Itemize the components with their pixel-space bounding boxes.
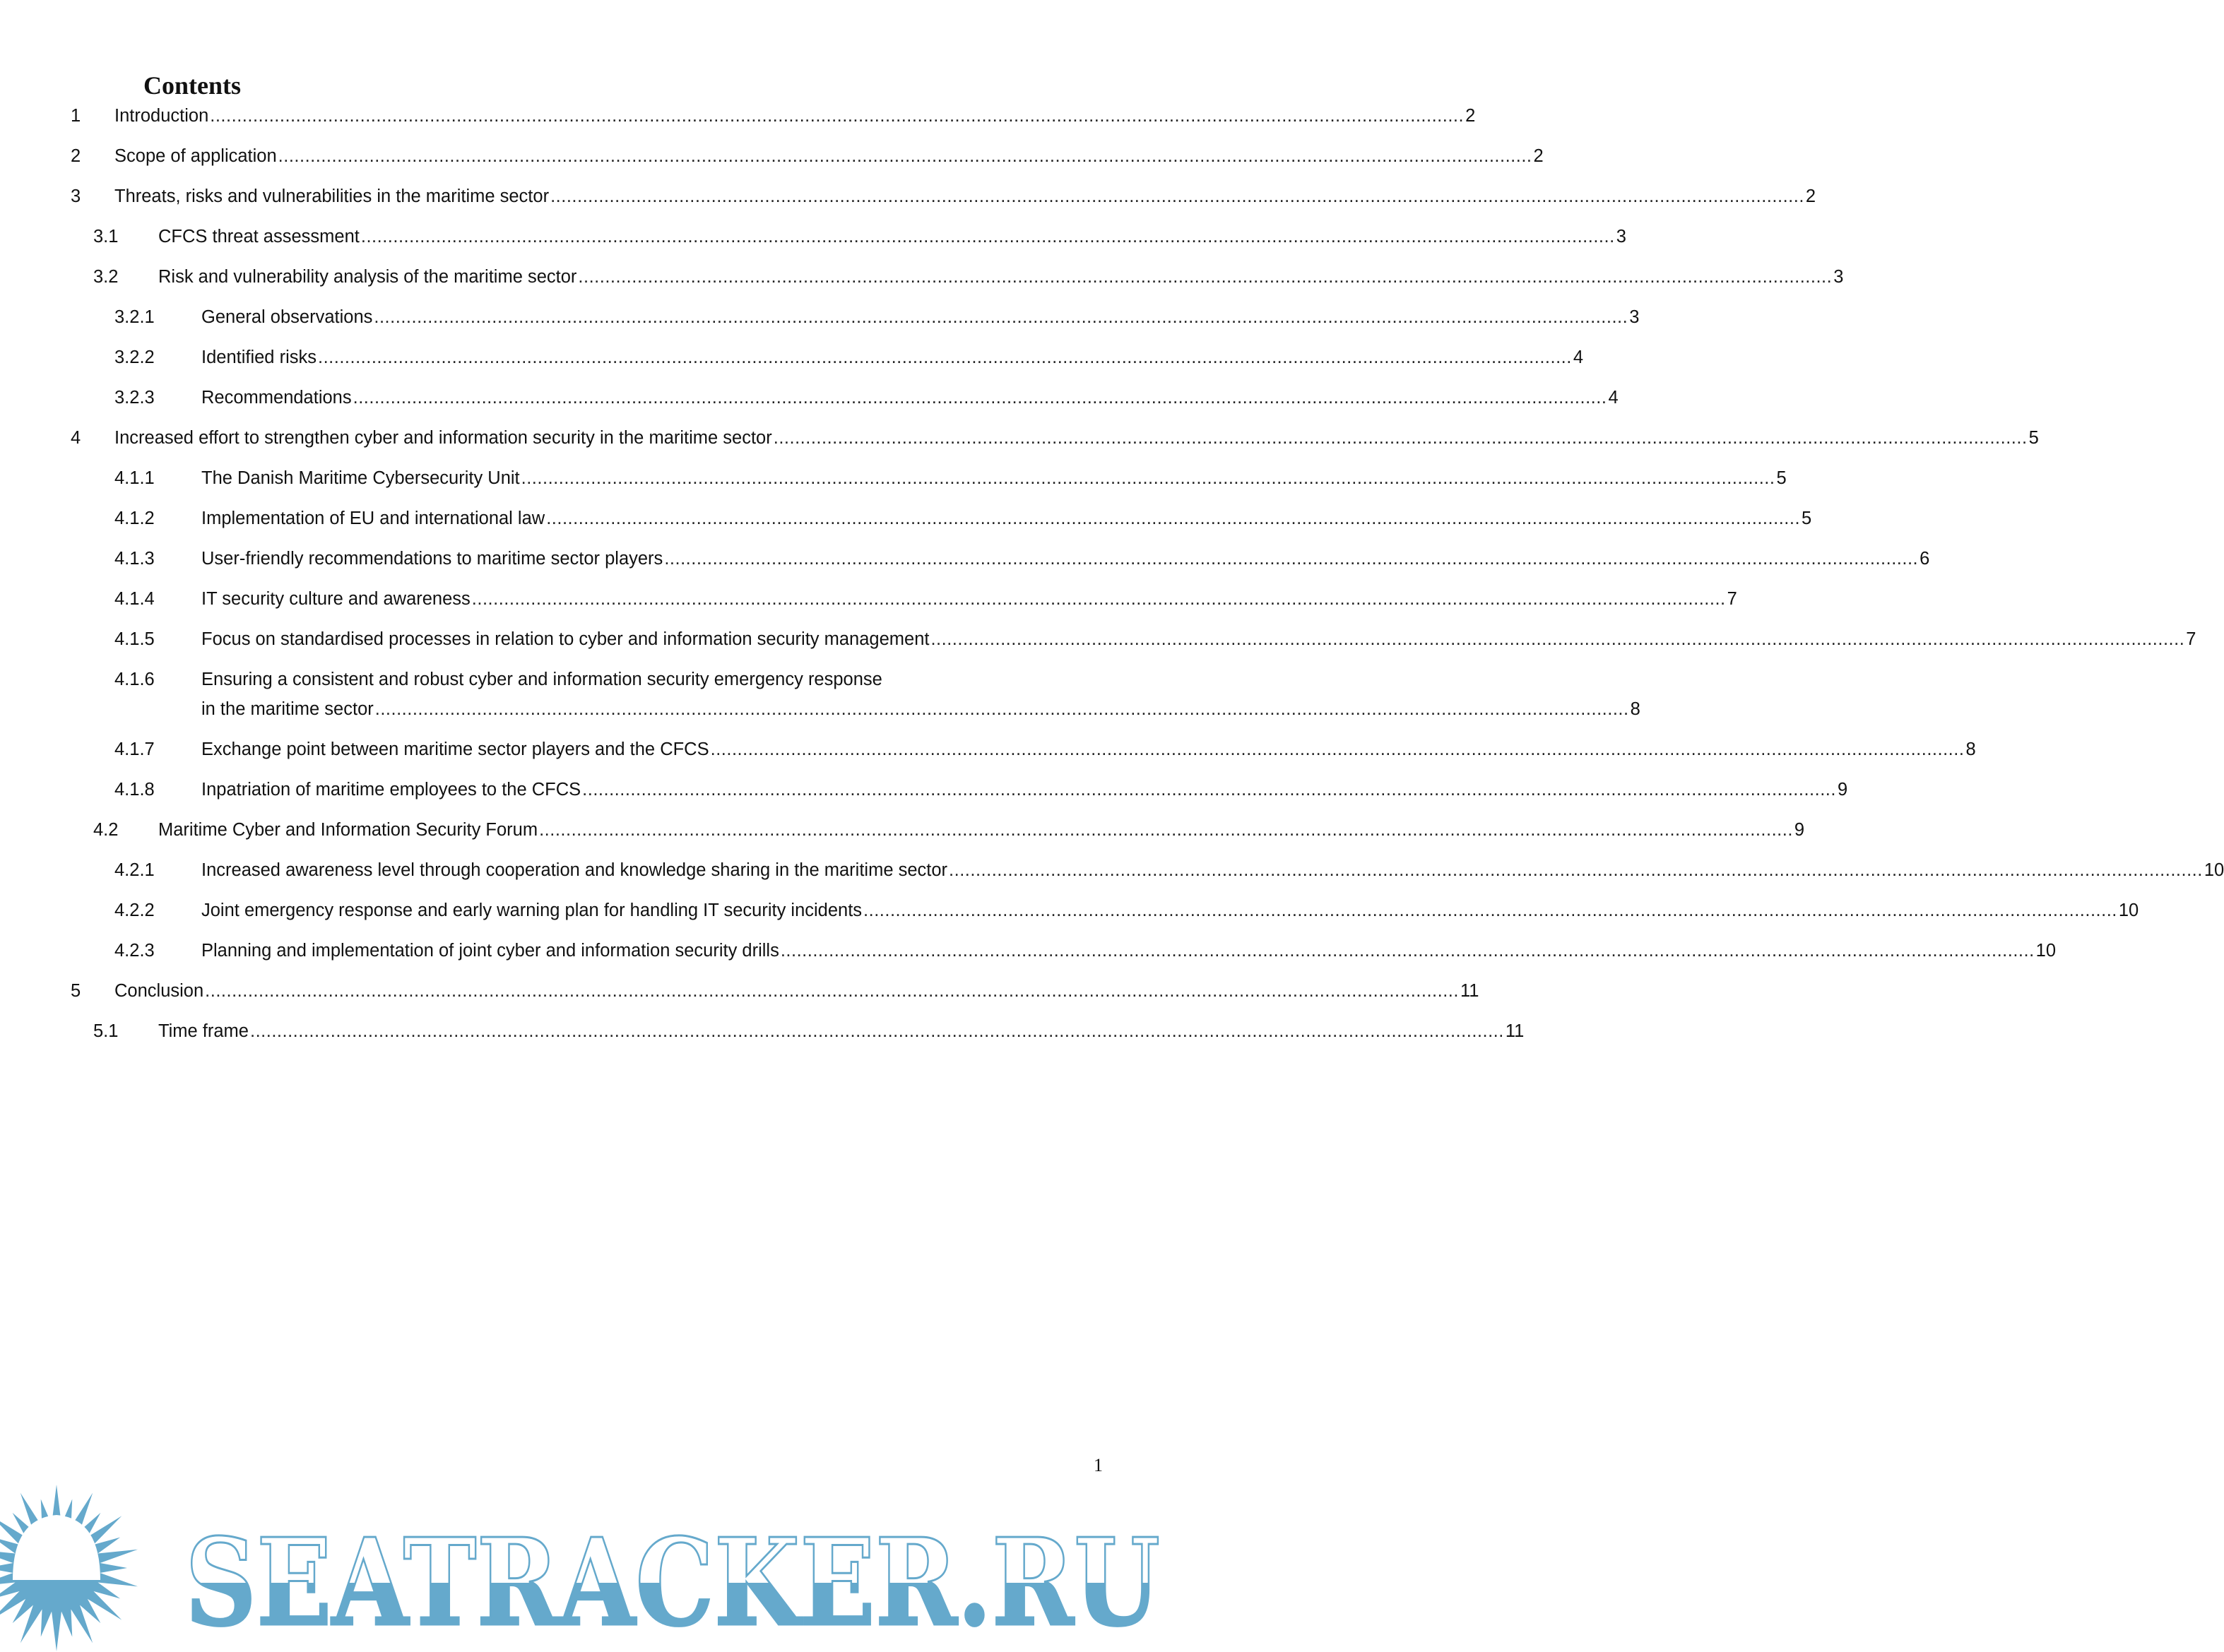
toc-entry-number: 4.1.3 [114, 549, 155, 569]
dot-leader [472, 589, 1726, 610]
toc-entry-title[interactable]: Risk and vulnerability analysis of the maritime sector [158, 267, 577, 287]
toc-entry-page: 2 [1465, 106, 1476, 126]
dot-leader [711, 739, 1965, 760]
toc-entry-number: 4.1.1 [114, 468, 155, 488]
toc-entry-title[interactable]: Increased awareness level through cooperation and knowledge sharing in the maritime sector [201, 860, 948, 880]
dot-leader [539, 820, 1793, 840]
toc-entry[interactable] [0, 860, 2224, 889]
toc-entry[interactable] [0, 227, 1626, 255]
toc-entry-page: 10 [2118, 901, 2139, 920]
toc-entry[interactable] [0, 468, 1787, 497]
toc-entry[interactable] [0, 629, 2196, 658]
toc-entry-page: 5 [2028, 428, 2039, 448]
toc-entry-page: 11 [1505, 1021, 1525, 1041]
toc-entry-page: 11 [1460, 981, 1479, 1001]
toc-entry-number: 3.1 [93, 227, 119, 246]
watermark-text: SEATRACKER.RU [185, 1512, 1160, 1652]
toc-entry-page: 4 [1608, 388, 1619, 408]
dot-leader [250, 1021, 1504, 1042]
toc-entry-page: 5 [1802, 509, 1812, 528]
toc-entry[interactable] [0, 1021, 1525, 1050]
toc-entry[interactable] [0, 347, 1584, 376]
toc-entry-page: 10 [2204, 860, 2224, 880]
sun-icon [0, 1485, 138, 1651]
toc-entry[interactable] [0, 388, 1619, 416]
toc-entry-title[interactable]: User-friendly recommendations to maritime sector players [201, 549, 663, 569]
toc-entry-number: 4.2.3 [114, 941, 155, 961]
contents-heading: Contents [143, 71, 242, 100]
toc-entry[interactable] [0, 780, 1848, 808]
toc-entry-title[interactable]: Planning and implementation of joint cyber and information security drills [201, 941, 779, 961]
dot-leader [205, 981, 1459, 1002]
toc-entry-number: 4.2.2 [114, 901, 155, 920]
toc-entry-title[interactable]: General observations [201, 307, 373, 327]
toc-entry-page: 8 [1965, 739, 1976, 759]
toc-entry[interactable] [0, 428, 2039, 456]
dot-leader [781, 941, 2035, 961]
toc-entry[interactable] [0, 267, 1844, 295]
dot-leader [353, 388, 1607, 408]
toc-entry[interactable] [0, 941, 2057, 969]
toc-entry-title[interactable]: Joint emergency response and early warning plan for handling IT security incidents [201, 901, 863, 920]
toc-entry-title[interactable]: Scope of application [114, 146, 277, 166]
toc-entry-page: 7 [2186, 629, 2196, 649]
toc-entry[interactable] [0, 146, 1544, 174]
dot-leader [550, 186, 1804, 207]
toc-entry[interactable] [0, 901, 2139, 929]
toc-entry-number: 4.1.6 [114, 670, 155, 689]
toc-entry-number: 3.2.1 [114, 307, 155, 327]
toc-entry-number: 3.2 [93, 267, 119, 287]
dot-leader [863, 901, 2117, 921]
toc-entry[interactable] [0, 509, 1812, 537]
dot-leader [375, 699, 1629, 720]
dot-leader [210, 106, 1464, 126]
toc-entry-page: 4 [1573, 347, 1584, 367]
toc-entry-title[interactable]: Exchange point between maritime sector players and the CFCS [201, 739, 709, 759]
toc-entry-number: 3.2.2 [114, 347, 155, 367]
dot-leader [578, 267, 1832, 287]
toc-entry[interactable] [0, 739, 1976, 768]
toc-entry-title[interactable]: Introduction [114, 106, 209, 126]
toc-entry-number: 4.1.2 [114, 509, 155, 528]
toc-entry-number: 4.2.1 [114, 860, 155, 880]
seatracker-watermark-logo [0, 1483, 1169, 1652]
toc-entry-number: 5 [71, 981, 81, 1001]
toc-entry-page: 5 [1776, 468, 1787, 488]
toc-entry-number: 1 [71, 106, 81, 126]
toc-entry[interactable] [0, 106, 1476, 134]
dot-leader [774, 428, 2028, 448]
toc-entry-title[interactable]: Identified risks [201, 347, 317, 367]
dot-leader [546, 509, 1800, 529]
toc-entry-number: 4 [71, 428, 81, 448]
toc-entry[interactable] [0, 549, 1930, 577]
toc-entry-number: 4.1.7 [114, 739, 155, 759]
toc-entry-title[interactable]: Maritime Cyber and Information Security Forum [158, 820, 538, 840]
dot-leader [582, 780, 1836, 800]
toc-entry-title[interactable]: Recommendations [201, 388, 352, 408]
toc-entry-page: 9 [1794, 820, 1805, 840]
toc-entry-title[interactable]: Threats, risks and vulnerabilities in the maritime sector [114, 186, 550, 206]
toc-entry[interactable] [0, 981, 1479, 1009]
toc-entry-page: 7 [1727, 589, 1737, 609]
toc-entry-title[interactable]: in the maritime sector [201, 699, 374, 719]
toc-entry-title[interactable]: Implementation of EU and international law [201, 509, 545, 528]
toc-entry-page: 3 [1616, 227, 1626, 246]
toc-entry-title[interactable]: Focus on standardised processes in relation to cyber and information security management [201, 629, 930, 649]
toc-entry-page: 3 [1833, 267, 1844, 287]
toc-entry[interactable] [0, 186, 1816, 215]
toc-entry-number: 4.1.5 [114, 629, 155, 649]
dot-leader [374, 307, 1628, 328]
dot-leader [949, 860, 2203, 881]
toc-entry-title[interactable]: Inpatriation of maritime employees to the CFCS [201, 780, 581, 800]
toc-entry-title[interactable]: IT security culture and awareness [201, 589, 471, 609]
toc-entry-number: 3.2.3 [114, 388, 155, 408]
toc-entry-number: 2 [71, 146, 81, 166]
toc-entry-title[interactable]: Time frame [158, 1021, 249, 1041]
toc-entry-page: 9 [1837, 780, 1848, 800]
toc-entry-text-line1: Ensuring a consistent and robust cyber and information security emergency response [201, 670, 882, 689]
toc-entry-page: 8 [1630, 699, 1640, 719]
dot-leader [930, 629, 2184, 650]
dot-leader [521, 468, 1775, 489]
dot-leader [361, 227, 1615, 247]
dot-leader [318, 347, 1572, 368]
toc-entry[interactable] [0, 820, 1805, 848]
toc-entry[interactable] [0, 307, 1640, 335]
toc-entry[interactable] [0, 670, 1640, 719]
toc-entry-number: 3 [71, 186, 81, 206]
toc-entry-number: 4.2 [93, 820, 119, 840]
dot-leader [278, 146, 1532, 167]
dot-leader [664, 549, 1918, 569]
toc-entry-number: 5.1 [93, 1021, 119, 1041]
toc-entry-page: 3 [1629, 307, 1640, 327]
toc-entry-title[interactable]: The Danish Maritime Cybersecurity Unit [201, 468, 520, 488]
toc-entry-title[interactable]: Increased effort to strengthen cyber and information security in the maritime sector [114, 428, 772, 448]
toc-entry-page: 2 [1805, 186, 1816, 206]
toc-entry-number: 4.1.8 [114, 780, 155, 800]
toc-entry-page: 6 [1920, 549, 1930, 569]
toc-entry[interactable] [0, 589, 1737, 617]
toc-entry-title[interactable]: CFCS threat assessment [158, 227, 360, 246]
page-number: 1 [1094, 1455, 1103, 1475]
toc-entry-page: 2 [1533, 146, 1544, 166]
toc-entry-page: 10 [2035, 941, 2057, 961]
toc-entry-number: 4.1.4 [114, 589, 155, 609]
toc-entry-title[interactable]: Conclusion [114, 981, 204, 1001]
